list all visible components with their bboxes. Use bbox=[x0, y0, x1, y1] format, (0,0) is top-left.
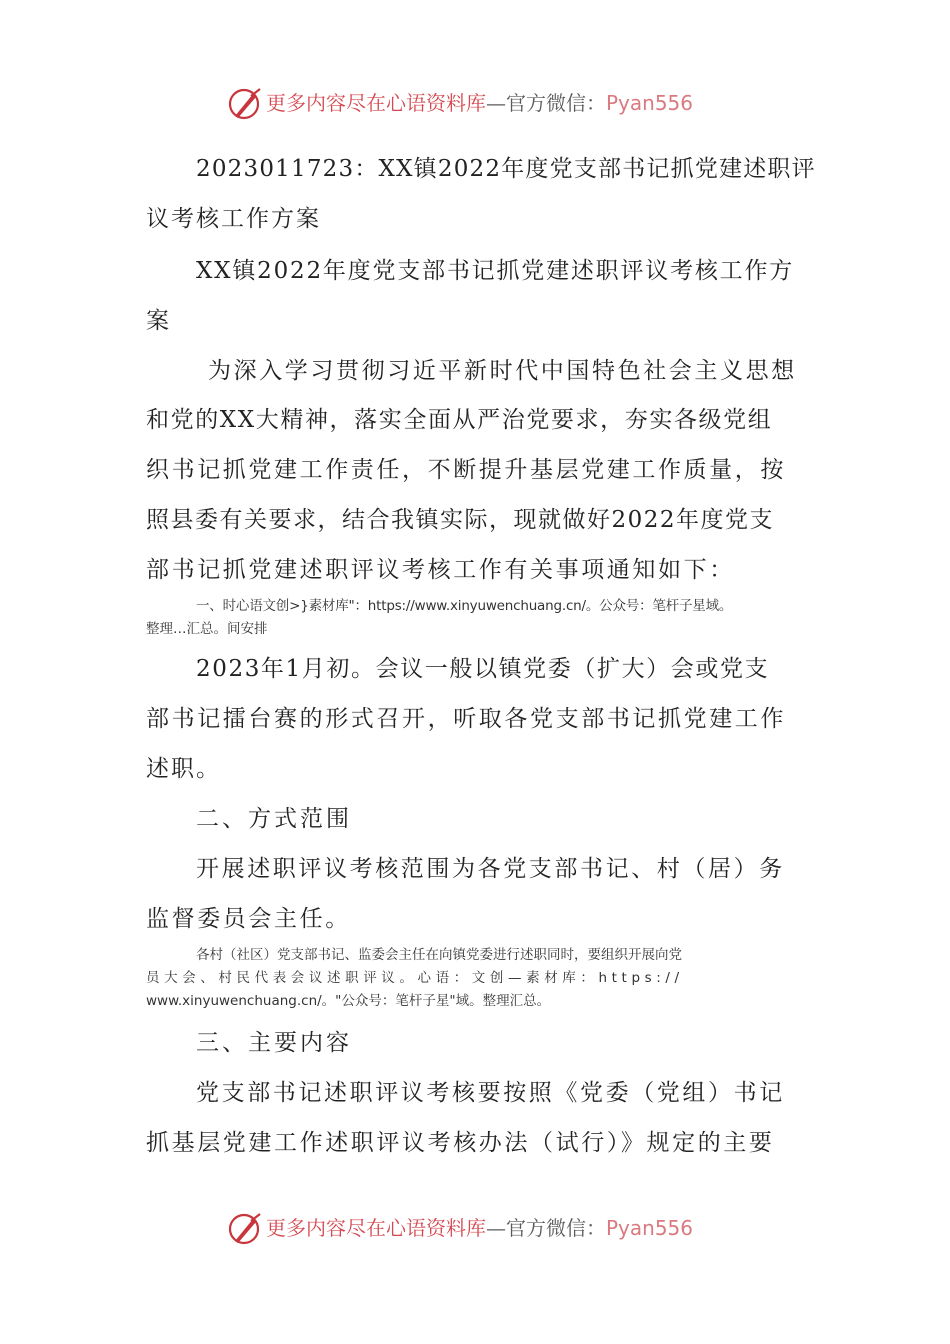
banner-title: 更多内容尽在心语资料库 bbox=[266, 1216, 486, 1240]
banner-dash: — bbox=[486, 91, 506, 115]
doc-title-line-2: 议考核工作方案 bbox=[146, 206, 321, 232]
time-line-1: 2023年1月初。会议一般以镇党委（扩大）会或党支 bbox=[196, 656, 770, 682]
note-2-line-2: 员大会、村民代表会议述职评议。心语：文创—素材库：https:// bbox=[146, 970, 684, 986]
section-3-line-1: 党支部书记述职评议考核要按照《党委（党组）书记 bbox=[196, 1080, 785, 1106]
note-1-line-1: 一、时心语文创>}素材库"：https://www.xinyuwenchuang.cn/。公众号：笔杆子星域。 bbox=[196, 598, 733, 614]
time-line-2: 部书记擂台赛的形式召开，听取各党支部书记抓党建工作 bbox=[146, 706, 786, 732]
section-2-heading: 二、方式范围 bbox=[196, 806, 352, 832]
intro-line-4: 照县委有关要求，结合我镇实际，现就做好2022年度党支 bbox=[146, 507, 775, 533]
section-2-line-1: 开展述职评议考核范围为各党支部书记、村（居）务 bbox=[196, 856, 785, 882]
time-line-3: 述职。 bbox=[146, 756, 221, 782]
banner-title: 更多内容尽在心语资料库 bbox=[266, 91, 486, 115]
pen-quill-logo-icon bbox=[227, 1211, 263, 1247]
banner-wechat-label: 官方微信： bbox=[506, 91, 606, 115]
note-2-line-3: www.xinyuwenchuang.cn/。"公众号：笔杆子星"域。整理汇总。 bbox=[146, 993, 551, 1009]
section-2-line-2: 监督委员会主任。 bbox=[146, 906, 351, 932]
banner-wechat-label: 官方微信： bbox=[506, 1216, 606, 1240]
intro-line-2: 和党的XX大精神，落实全面从严治党要求，夯实各级党组 bbox=[146, 407, 773, 433]
pen-quill-logo-icon bbox=[227, 86, 263, 122]
footer-banner bbox=[0, 1209, 950, 1249]
intro-line-5: 部书记抓党建述职评议考核工作有关事项通知如下： bbox=[146, 557, 735, 583]
intro-line-1: 为深入学习贯彻习近平新时代中国特色社会主义思想 bbox=[208, 358, 797, 384]
note-2-line-1: 各村（社区）党支部书记、监委会主任在向镇党委进行述职同时，要组织开展向党 bbox=[196, 947, 682, 963]
section-3-heading: 三、主要内容 bbox=[196, 1030, 352, 1056]
note-1-line-2: 整理…汇总。间安排 bbox=[146, 621, 268, 637]
header-banner bbox=[0, 84, 950, 124]
banner-text bbox=[266, 1215, 693, 1241]
banner-wechat-id: Pyan556 bbox=[606, 1216, 694, 1240]
doc-subtitle-line-2: 案 bbox=[146, 308, 171, 334]
banner-wechat-id: Pyan556 bbox=[606, 91, 694, 115]
intro-line-3: 织书记抓党建工作责任，不断提升基层党建工作质量，按 bbox=[146, 457, 786, 483]
doc-subtitle-line-1: XX镇2022年度党支部书记抓党建述职评议考核工作方 bbox=[196, 258, 795, 284]
doc-title-line-1: 2023011723：XX镇2022年度党支部书记抓党建述职评 bbox=[196, 156, 816, 182]
section-3-line-2: 抓基层党建工作述职评议考核办法（试行）》规定的主要 bbox=[146, 1130, 775, 1156]
banner-dash: — bbox=[486, 1216, 506, 1240]
banner-text bbox=[266, 90, 693, 116]
